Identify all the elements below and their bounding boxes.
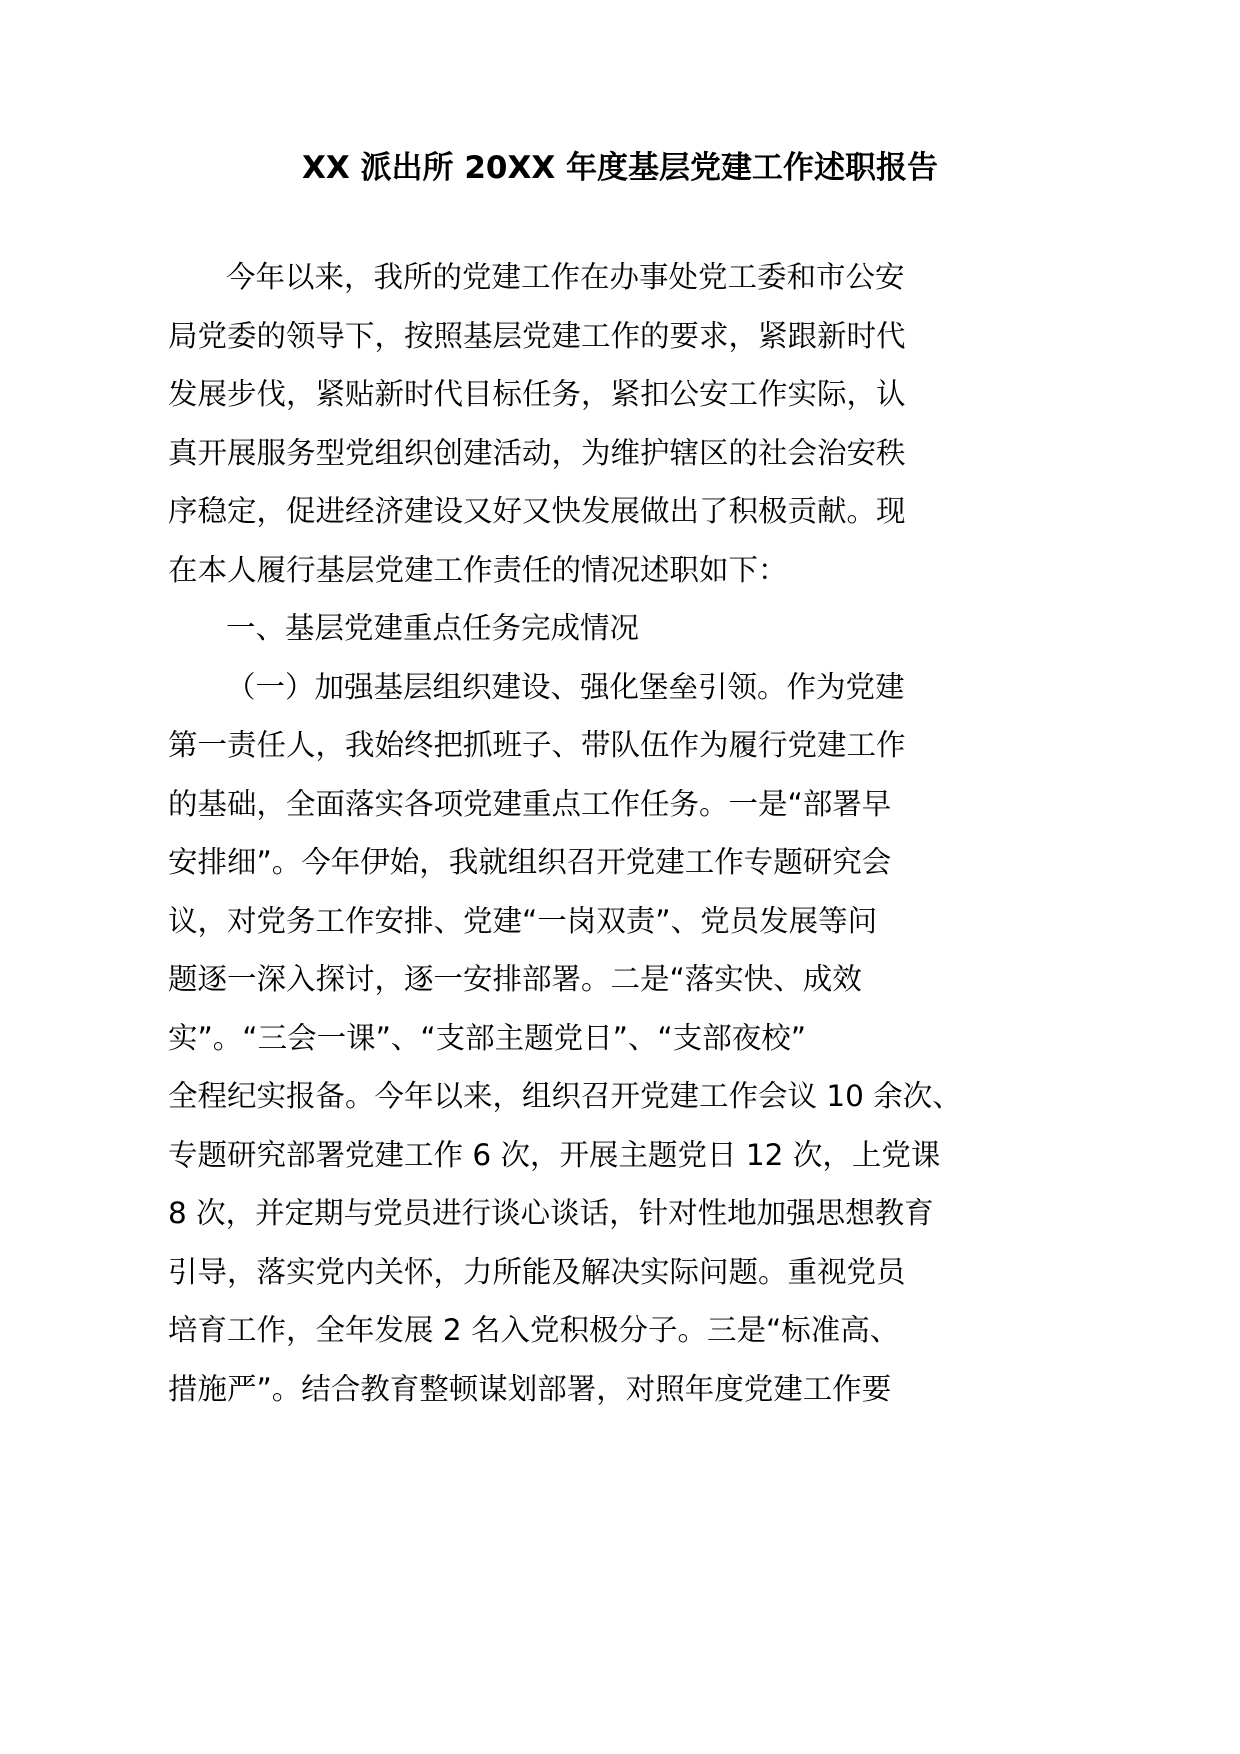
paragraph-line: 安排细”。今年伊始，我就组织召开党建工作专题研究会 xyxy=(168,845,892,879)
paragraph-line: 措施严”。结合教育整顿谋划部署，对照年度党建工作要 xyxy=(168,1371,892,1406)
paragraph-line: 今年以来，我所的党建工作在办事处党工委和市公安 xyxy=(226,260,905,294)
paragraph-line: 引导，落实党内关怀，力所能及解决实际问题。重视党员 xyxy=(168,1254,906,1289)
section-heading: 一、基层党建重点任务完成情况 xyxy=(226,611,640,645)
paragraph-line: 第一责任人，我始终把抓班子、带队伍作为履行党建工作 xyxy=(168,728,906,762)
paragraph-line: 题逐一深入探讨，逐一安排部署。二是“落实快、成效 xyxy=(168,962,862,996)
paragraph-line: 序稳定，促进经济建设又好又快发展做出了积极贡献。现 xyxy=(168,494,906,528)
paragraph-line: 专题研究部署党建工作 6 次，开展主题党日 12 次，上党课 xyxy=(168,1137,941,1172)
document-body xyxy=(168,254,962,1424)
paragraph-line: 的基础，全面落实各项党建重点工作任务。一是“部署早 xyxy=(168,786,892,821)
document-title: XX 派出所 20XX 年度基层党建工作述职报告 xyxy=(301,150,939,186)
paragraph-line: 全程纪实报备。今年以来，组织召开党建工作会议 10 余次、 xyxy=(168,1079,962,1113)
paragraph-line: 发展步伐，紧贴新时代目标任务，紧扣公安工作实际，认 xyxy=(168,377,906,411)
paragraph-line: 议，对党务工作安排、党建“一岗双责”、党员发展等问 xyxy=(168,903,878,938)
paragraph-line: 真开展服务型党组织创建活动，为维护辖区的社会治安秩 xyxy=(168,435,906,470)
paragraph-line: 局党委的领导下，按照基层党建工作的要求，紧跟新时代 xyxy=(168,318,906,353)
paragraph-line: 在本人履行基层党建工作责任的情况述职如下： xyxy=(168,552,788,587)
paragraph-line: 培育工作，全年发展 2 名入党积极分子。三是“标准高、 xyxy=(168,1313,900,1347)
subsection-heading-line: （一）加强基层组织建设、强化堡垒引领。作为党建 xyxy=(226,669,905,704)
paragraph-line: 8 次，并定期与党员进行谈心谈话，针对性地加强思想教育 xyxy=(168,1196,934,1230)
paragraph-line: 实”。“三会一课”、“支部主题党日”、“支部夜校” xyxy=(168,1020,806,1055)
